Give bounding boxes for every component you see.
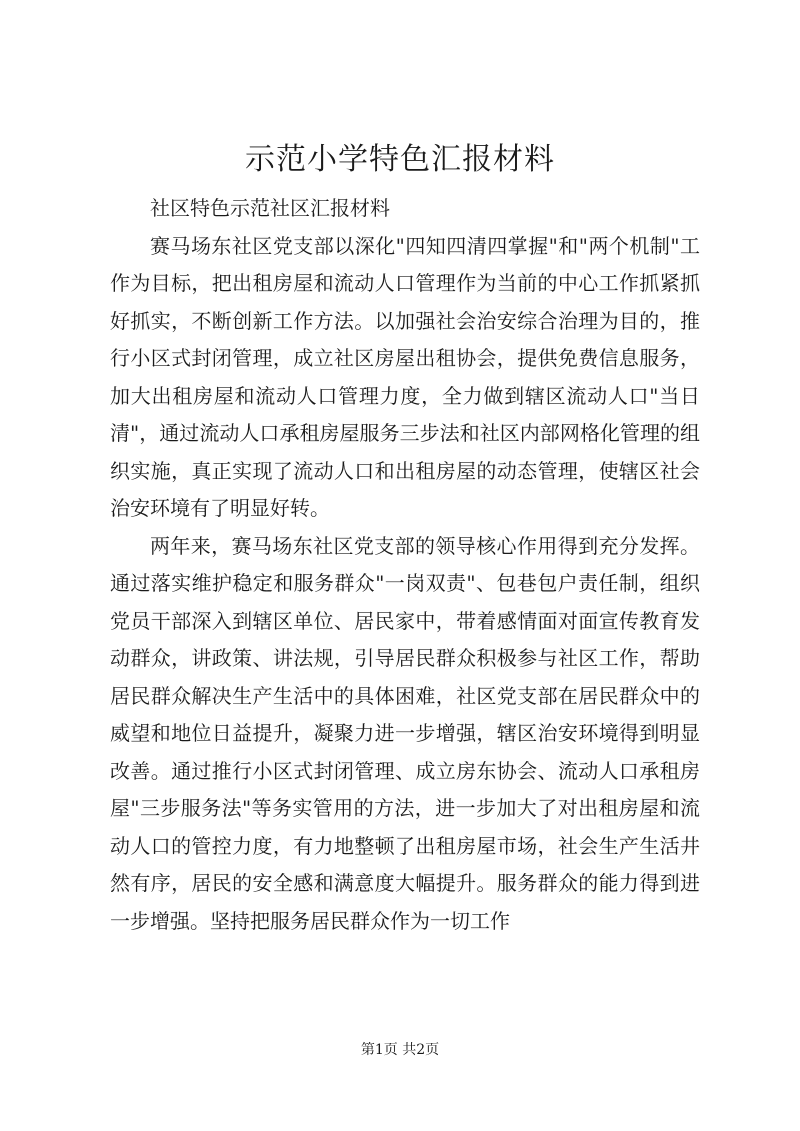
document-title: 示范小学特色汇报材料 [245, 142, 555, 177]
body-paragraph-1: 赛马场东社区党支部以深化"四知四清四掌握"和"两个机制"工作为目标，把出租房屋和流动人口管理作为当前的中心工作抓紧抓好抓实，不断创新工作方法。以加强社会治安综合治理为目的，推行小区式封闭管理，成立社区房屋出租协会，提供免费信息服务，加大出租房屋和流动人口管理力度，全力做到辖区流动人口"当日清"，通过流动人口承租房屋服务三步法和社区内部网格化管理的组织实施，真正实现了流动人口和出租房屋的动态管理，使辖区社会治安环境有了明显好转。 [110, 233, 700, 520]
subtitle-paragraph: 社区特色示范社区汇报材料 [150, 196, 390, 220]
page-number-footer: 第1页 共2页 [360, 1042, 440, 1058]
body-paragraph-2: 两年来，赛马场东社区党支部的领导核心作用得到充分发挥。通过落实维护稳定和服务群众"一岗双责"、包巷包户责任制，组织党员干部深入到辖区单位、居民家中，带着感情面对面宣传教育发动群众，讲政策、讲法规，引导居民群众积极参与社区工作，帮助居民群众解决生产生活中的具体困难，社区党支部在居民群众中的威望和地位日益提升，凝聚力进一步增强，辖区治安环境得到明显改善。通过推行小区式封闭管理、成立房东协会、流动人口承租房屋"三步服务法"等务实管用的方法，进一步加大了对出租房屋和流动人口的管控力度，有力地整顿了出租房屋市场，社会生产生活井然有序，居民的安全感和满意度大幅提升。服务群众的能力得到进一步增强。坚持把服务居民群众作为一切工作 [110, 533, 700, 933]
document-body [110, 190, 700, 940]
